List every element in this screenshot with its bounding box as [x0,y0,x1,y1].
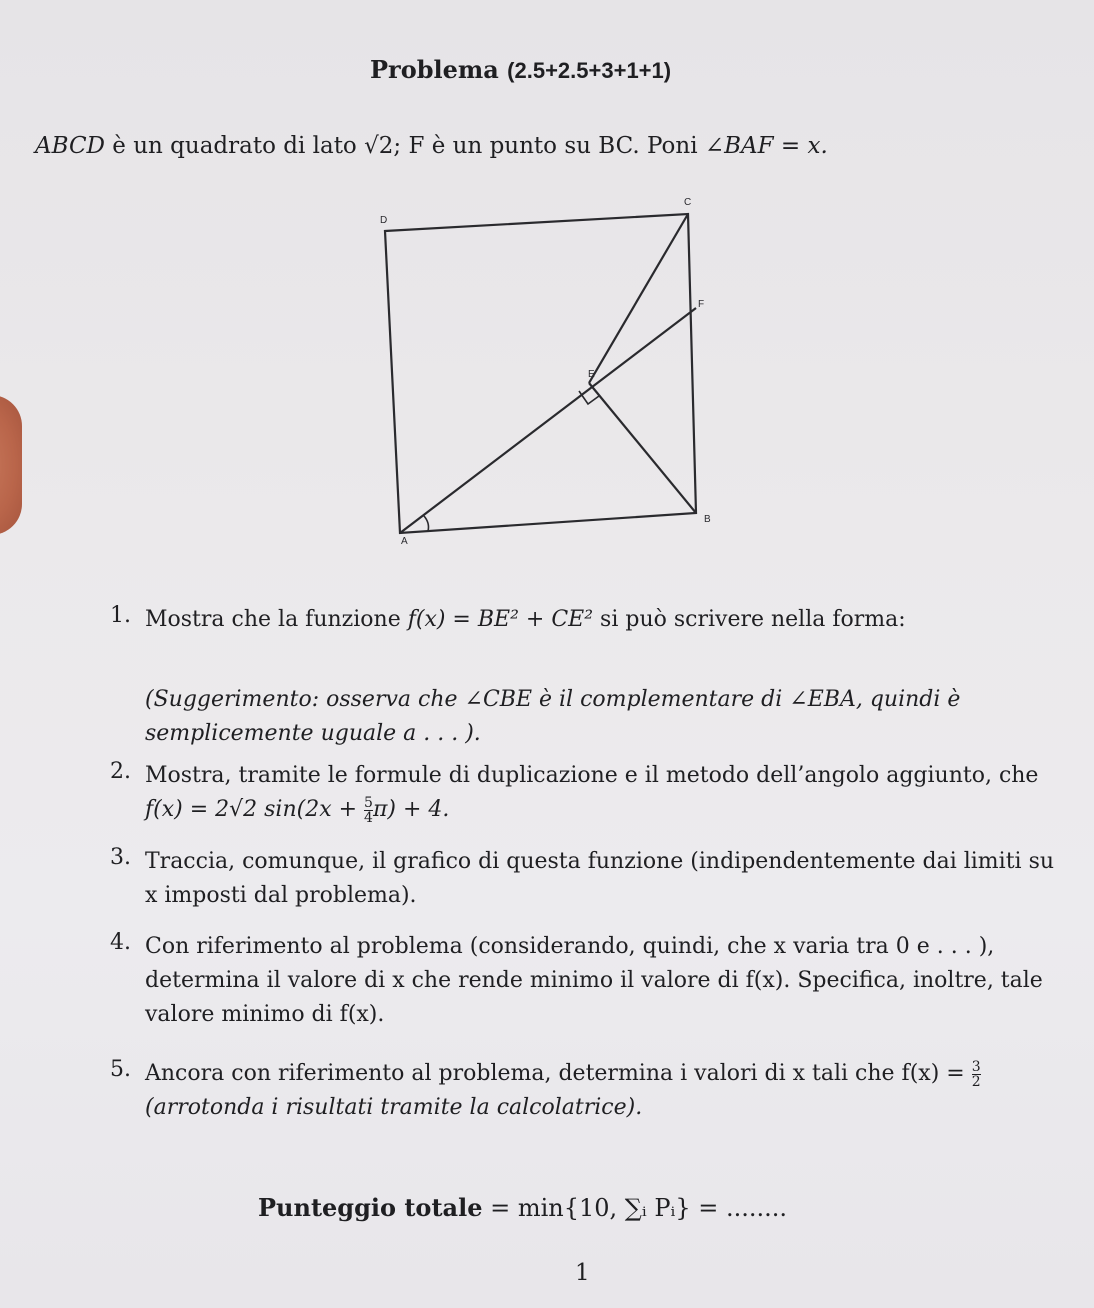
label-e: E [588,369,595,380]
fraction-denominator: 2 [971,1073,981,1090]
question-number: 5. [110,1057,131,1082]
question-number: 4. [110,930,131,955]
question-number: 2. [110,759,131,784]
question-number: 3. [110,845,131,870]
label-a: A [401,536,408,547]
fraction-numerator: 5 [364,794,373,811]
intro-text-2: ; F è un punto su BC. Poni [393,133,705,159]
question-text: Traccia, comunque, il grafico di questa funzione (indipendentemente dai limiti su x imposti dal problema). [145,849,1055,908]
q1-text-b: si può scrivere nella forma: [593,607,906,632]
geometry-figure [370,195,730,555]
q2-math: f(x) = 2√2 sin(2x + [145,797,365,822]
intro-text-1: è un quadrato di lato [104,133,365,159]
q2-text: Mostra, tramite le formule di duplicazione e il metodo dell’angolo aggiunto, che [145,763,1039,788]
label-b: B [704,514,711,525]
label-c: C [684,197,692,208]
score-formula: = min{10, ∑ᵢ Pᵢ} = ........ [482,1194,788,1222]
q5-text: Ancora con riferimento al problema, determina i valori di x tali che f(x) = [145,1061,972,1086]
question-text [145,759,1065,827]
problem-intro [35,133,828,159]
q1-math: f(x) = BE² + CE² [407,607,594,632]
question-text [145,603,1065,637]
q1-hint: (Suggerimento: osserva che ∠CBE è il complementare di ∠EBA, quindi è semplicemente uguale a . . . ). [145,687,961,746]
angle-x-arc [424,516,429,531]
page-number: 1 [575,1260,590,1286]
segment-af [400,308,696,533]
intro-sqrt: √2 [364,133,394,159]
intro-square: ABCD [35,133,105,159]
question-number: 1. [110,603,131,628]
fraction-numerator: 3 [971,1058,981,1075]
q2-fraction [364,796,373,825]
square-abcd [385,214,696,533]
q2-math-end: π) + 4. [372,797,450,822]
score-label: Punteggio totale [258,1193,483,1222]
q1-text-a: Mostra che la funzione [145,607,408,632]
segment-be [589,383,696,513]
question-text [145,1057,1065,1125]
label-f: F [698,299,705,310]
label-d: D [380,215,388,226]
finger-edge [0,395,22,535]
total-score [258,1193,787,1222]
question-text: Con riferimento al problema (considerando, quindi, che x varia tra 0 e . . . ), determina il valore di x che rende minimo il valore di f(x). Specifica, inoltre, tale valore minimo di f(x). [145,934,1043,1027]
fraction-denominator: 4 [364,809,373,826]
intro-angle: ∠BAF = x. [704,133,828,159]
title-text: Problema [370,55,499,84]
problem-title [370,55,671,84]
q5-note: (arrotonda i risultati tramite la calcolatrice). [145,1095,643,1120]
segment-ce [589,214,688,383]
q5-fraction [972,1060,981,1089]
title-points: (2.5+2.5+3+1+1) [507,58,672,83]
